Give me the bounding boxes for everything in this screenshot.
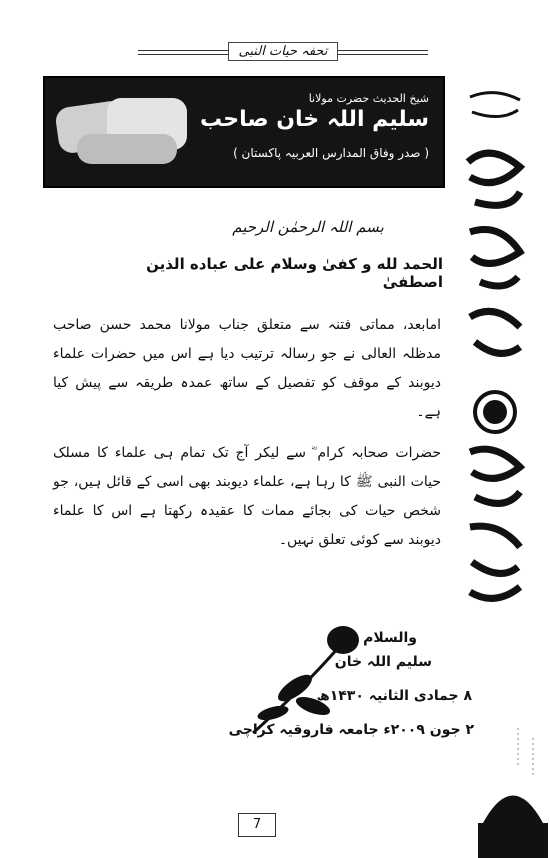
signature-name: سلیم اللہ خان — [334, 654, 432, 670]
signature-date-hijri: ۸ جمادی الثانیہ ۱۴۳۰ھ — [316, 688, 472, 704]
page-number: 7 — [238, 813, 276, 837]
signature-closing: والسلام — [363, 630, 417, 646]
banner-subtitle-top: شیخ الحدیث حضرت مولانا — [308, 92, 429, 105]
page — [8, 8, 542, 845]
ornament-rule — [138, 50, 233, 55]
body-paragraph-1: امابعد، مماتی فتنہ سے متعلق جناب مولانا محمد حسن صاحب مدظلہ العالی نے جو رسالہ ترتیب دیا ہے اس میں حضرات علماء دیوبند کے موقف کو تفصیل کے ساتھ عمدہ طریقہ سے پیش کیا ہے۔ — [53, 317, 441, 420]
side-calligraphy-image — [460, 82, 530, 612]
body-paragraph-2: حضرات صحابہ کرام ؓ سے لیکر آج تک تمام ہی علماء کا مسلک حیات النبی ﷺ کا رہا ہے، علماء دیوبند بھی اسی کے قائل ہیں، جو شخص حیات کی بجائے ممات کا عقیدہ رکھتا ہے اس کا علماء دیوبند سے کوئی تعلق نہیں۔ — [53, 445, 441, 548]
banner-titles — [200, 92, 429, 162]
running-head — [138, 38, 428, 64]
banner-name: سلیم اللہ خان صاحب — [199, 107, 429, 132]
running-head-label: تحفہ حیات النبی — [228, 42, 339, 61]
title-banner — [43, 76, 445, 188]
ornament-rule — [333, 50, 428, 55]
arabic-opening: الحمد لله و كفىٰ وسلام على عباده الذين اصطفىٰ — [146, 255, 443, 291]
signature-date-gregorian: ۲ جون ۲۰۰۹ء جامعہ فاروقیہ کراچی — [228, 722, 474, 738]
bismillah: بسم اللہ الرحمٰن الرحیم — [232, 218, 384, 236]
banner-affiliation: ( صدر وفاق المدارس العربیہ پاکستان ) — [233, 146, 429, 160]
pillows-illustration — [57, 94, 197, 166]
green-dome-illustration — [473, 728, 548, 858]
